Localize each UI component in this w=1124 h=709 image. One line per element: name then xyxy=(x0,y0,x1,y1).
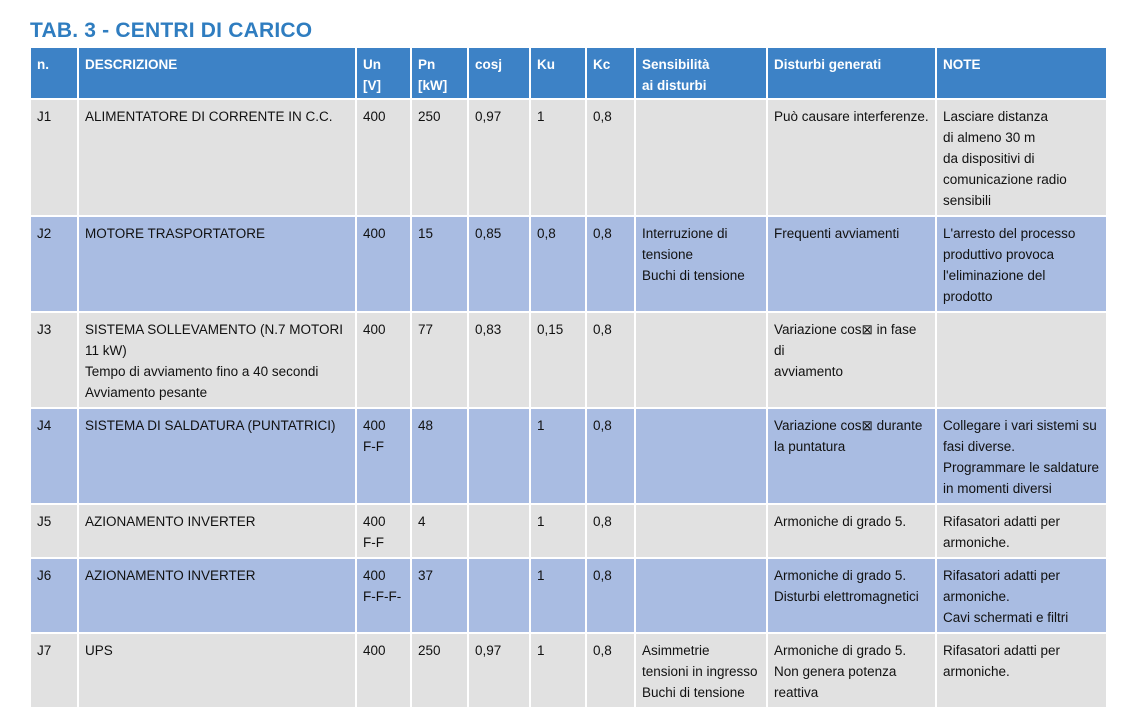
cell-disturbi: Frequenti avviamenti xyxy=(767,216,936,312)
cell-n: J3 xyxy=(30,312,78,408)
cell-pn: 77 xyxy=(411,312,468,408)
cell-descrizione: AZIONAMENTO INVERTER xyxy=(78,558,356,633)
cell-n: J5 xyxy=(30,504,78,558)
header-cell-disturbi: Disturbi generati xyxy=(767,47,936,99)
cell-pn: 4 xyxy=(411,504,468,558)
cell-kc: 0,8 xyxy=(586,99,635,216)
table-row-j1 xyxy=(30,99,1107,216)
cell-n: J6 xyxy=(30,558,78,633)
cell-un: 400 F-F xyxy=(356,408,411,504)
cell-n: J4 xyxy=(30,408,78,504)
cell-sensibilita xyxy=(635,99,767,216)
cell-note: Rifasatori adatti per armoniche. xyxy=(936,504,1107,558)
table-row-j6 xyxy=(30,558,1107,633)
cell-ku: 0,15 xyxy=(530,312,586,408)
cell-descrizione: AZIONAMENTO INVERTER xyxy=(78,504,356,558)
cell-kc: 0,8 xyxy=(586,216,635,312)
cell-note: Rifasatori adatti per armoniche. xyxy=(936,633,1107,708)
cell-descrizione: UPS xyxy=(78,633,356,708)
header-cell-note: NOTE xyxy=(936,47,1107,99)
cell-n: J7 xyxy=(30,633,78,708)
cell-pn: 37 xyxy=(411,558,468,633)
table-row-j3 xyxy=(30,312,1107,408)
header-cell-sensibilita: Sensibilità ai disturbi xyxy=(635,47,767,99)
cell-un: 400 xyxy=(356,216,411,312)
cell-ku: 1 xyxy=(530,99,586,216)
cell-sensibilita: Interruzione di tensione Buchi di tensione xyxy=(635,216,767,312)
header-cell-cosj: cosj xyxy=(468,47,530,99)
header-cell-ku: Ku xyxy=(530,47,586,99)
cell-descrizione: MOTORE TRASPORTATORE xyxy=(78,216,356,312)
table-row-j4 xyxy=(30,408,1107,504)
cell-cosj: 0,97 xyxy=(468,633,530,708)
cell-sensibilita: Asimmetrie tensioni in ingresso Buchi di tensione xyxy=(635,633,767,708)
cell-pn: 250 xyxy=(411,633,468,708)
cell-ku: 1 xyxy=(530,408,586,504)
header-cell-descrizione: DESCRIZIONE xyxy=(78,47,356,99)
cell-sensibilita xyxy=(635,504,767,558)
cell-un: 400 F-F xyxy=(356,504,411,558)
cell-ku: 1 xyxy=(530,558,586,633)
cell-disturbi: Variazione cos⊠ durante la puntatura xyxy=(767,408,936,504)
cell-cosj xyxy=(468,558,530,633)
cell-kc: 0,8 xyxy=(586,633,635,708)
cell-kc: 0,8 xyxy=(586,408,635,504)
cell-kc: 0,8 xyxy=(586,558,635,633)
cell-sensibilita xyxy=(635,312,767,408)
cell-pn: 48 xyxy=(411,408,468,504)
cell-ku: 0,8 xyxy=(530,216,586,312)
cell-cosj: 0,83 xyxy=(468,312,530,408)
cell-note: L'arresto del processo produttivo provoca l'eliminazione del prodotto xyxy=(936,216,1107,312)
header-cell-n: n. xyxy=(30,47,78,99)
cell-ku: 1 xyxy=(530,504,586,558)
cell-note xyxy=(936,312,1107,408)
cell-note: Rifasatori adatti per armoniche. Cavi schermati e filtri xyxy=(936,558,1107,633)
header-row xyxy=(30,47,1107,99)
table-title: TAB. 3 - CENTRI DI CARICO xyxy=(30,19,313,42)
cell-cosj: 0,97 xyxy=(468,99,530,216)
cell-un: 400 xyxy=(356,99,411,216)
cell-disturbi: Armoniche di grado 5. xyxy=(767,504,936,558)
cell-n: J1 xyxy=(30,99,78,216)
load-centers-table xyxy=(29,46,1108,709)
cell-disturbi: Armoniche di grado 5. Disturbi elettromagnetici xyxy=(767,558,936,633)
cell-note: Lasciare distanza di almeno 30 m da dispositivi di comunicazione radio sensibili xyxy=(936,99,1107,216)
table-row-j5 xyxy=(30,504,1107,558)
cell-un: 400 xyxy=(356,312,411,408)
cell-descrizione: SISTEMA DI SALDATURA (PUNTATRICI) xyxy=(78,408,356,504)
cell-cosj: 0,85 xyxy=(468,216,530,312)
cell-disturbi: Armoniche di grado 5. Non genera potenza reattiva xyxy=(767,633,936,708)
cell-pn: 250 xyxy=(411,99,468,216)
header-cell-kc: Kc xyxy=(586,47,635,99)
table-row-j2 xyxy=(30,216,1107,312)
cell-descrizione: SISTEMA SOLLEVAMENTO (N.7 MOTORI 11 kW) Tempo di avviamento fino a 40 secondi Avviamento pesante xyxy=(78,312,356,408)
cell-disturbi: Può causare interferenze. xyxy=(767,99,936,216)
cell-n: J2 xyxy=(30,216,78,312)
cell-pn: 15 xyxy=(411,216,468,312)
header-cell-un: Un [V] xyxy=(356,47,411,99)
cell-un: 400 F-F-F- xyxy=(356,558,411,633)
cell-cosj xyxy=(468,504,530,558)
cell-cosj xyxy=(468,408,530,504)
cell-sensibilita xyxy=(635,558,767,633)
cell-ku: 1 xyxy=(530,633,586,708)
cell-kc: 0,8 xyxy=(586,504,635,558)
cell-un: 400 xyxy=(356,633,411,708)
cell-sensibilita xyxy=(635,408,767,504)
header-cell-pn: Pn [kW] xyxy=(411,47,468,99)
cell-descrizione: ALIMENTATORE DI CORRENTE IN C.C. xyxy=(78,99,356,216)
cell-disturbi: Variazione cos⊠ in fase di avviamento xyxy=(767,312,936,408)
table-row-j7 xyxy=(30,633,1107,708)
cell-kc: 0,8 xyxy=(586,312,635,408)
cell-note: Collegare i vari sistemi su fasi diverse. Programmare le saldature in momenti diversi xyxy=(936,408,1107,504)
